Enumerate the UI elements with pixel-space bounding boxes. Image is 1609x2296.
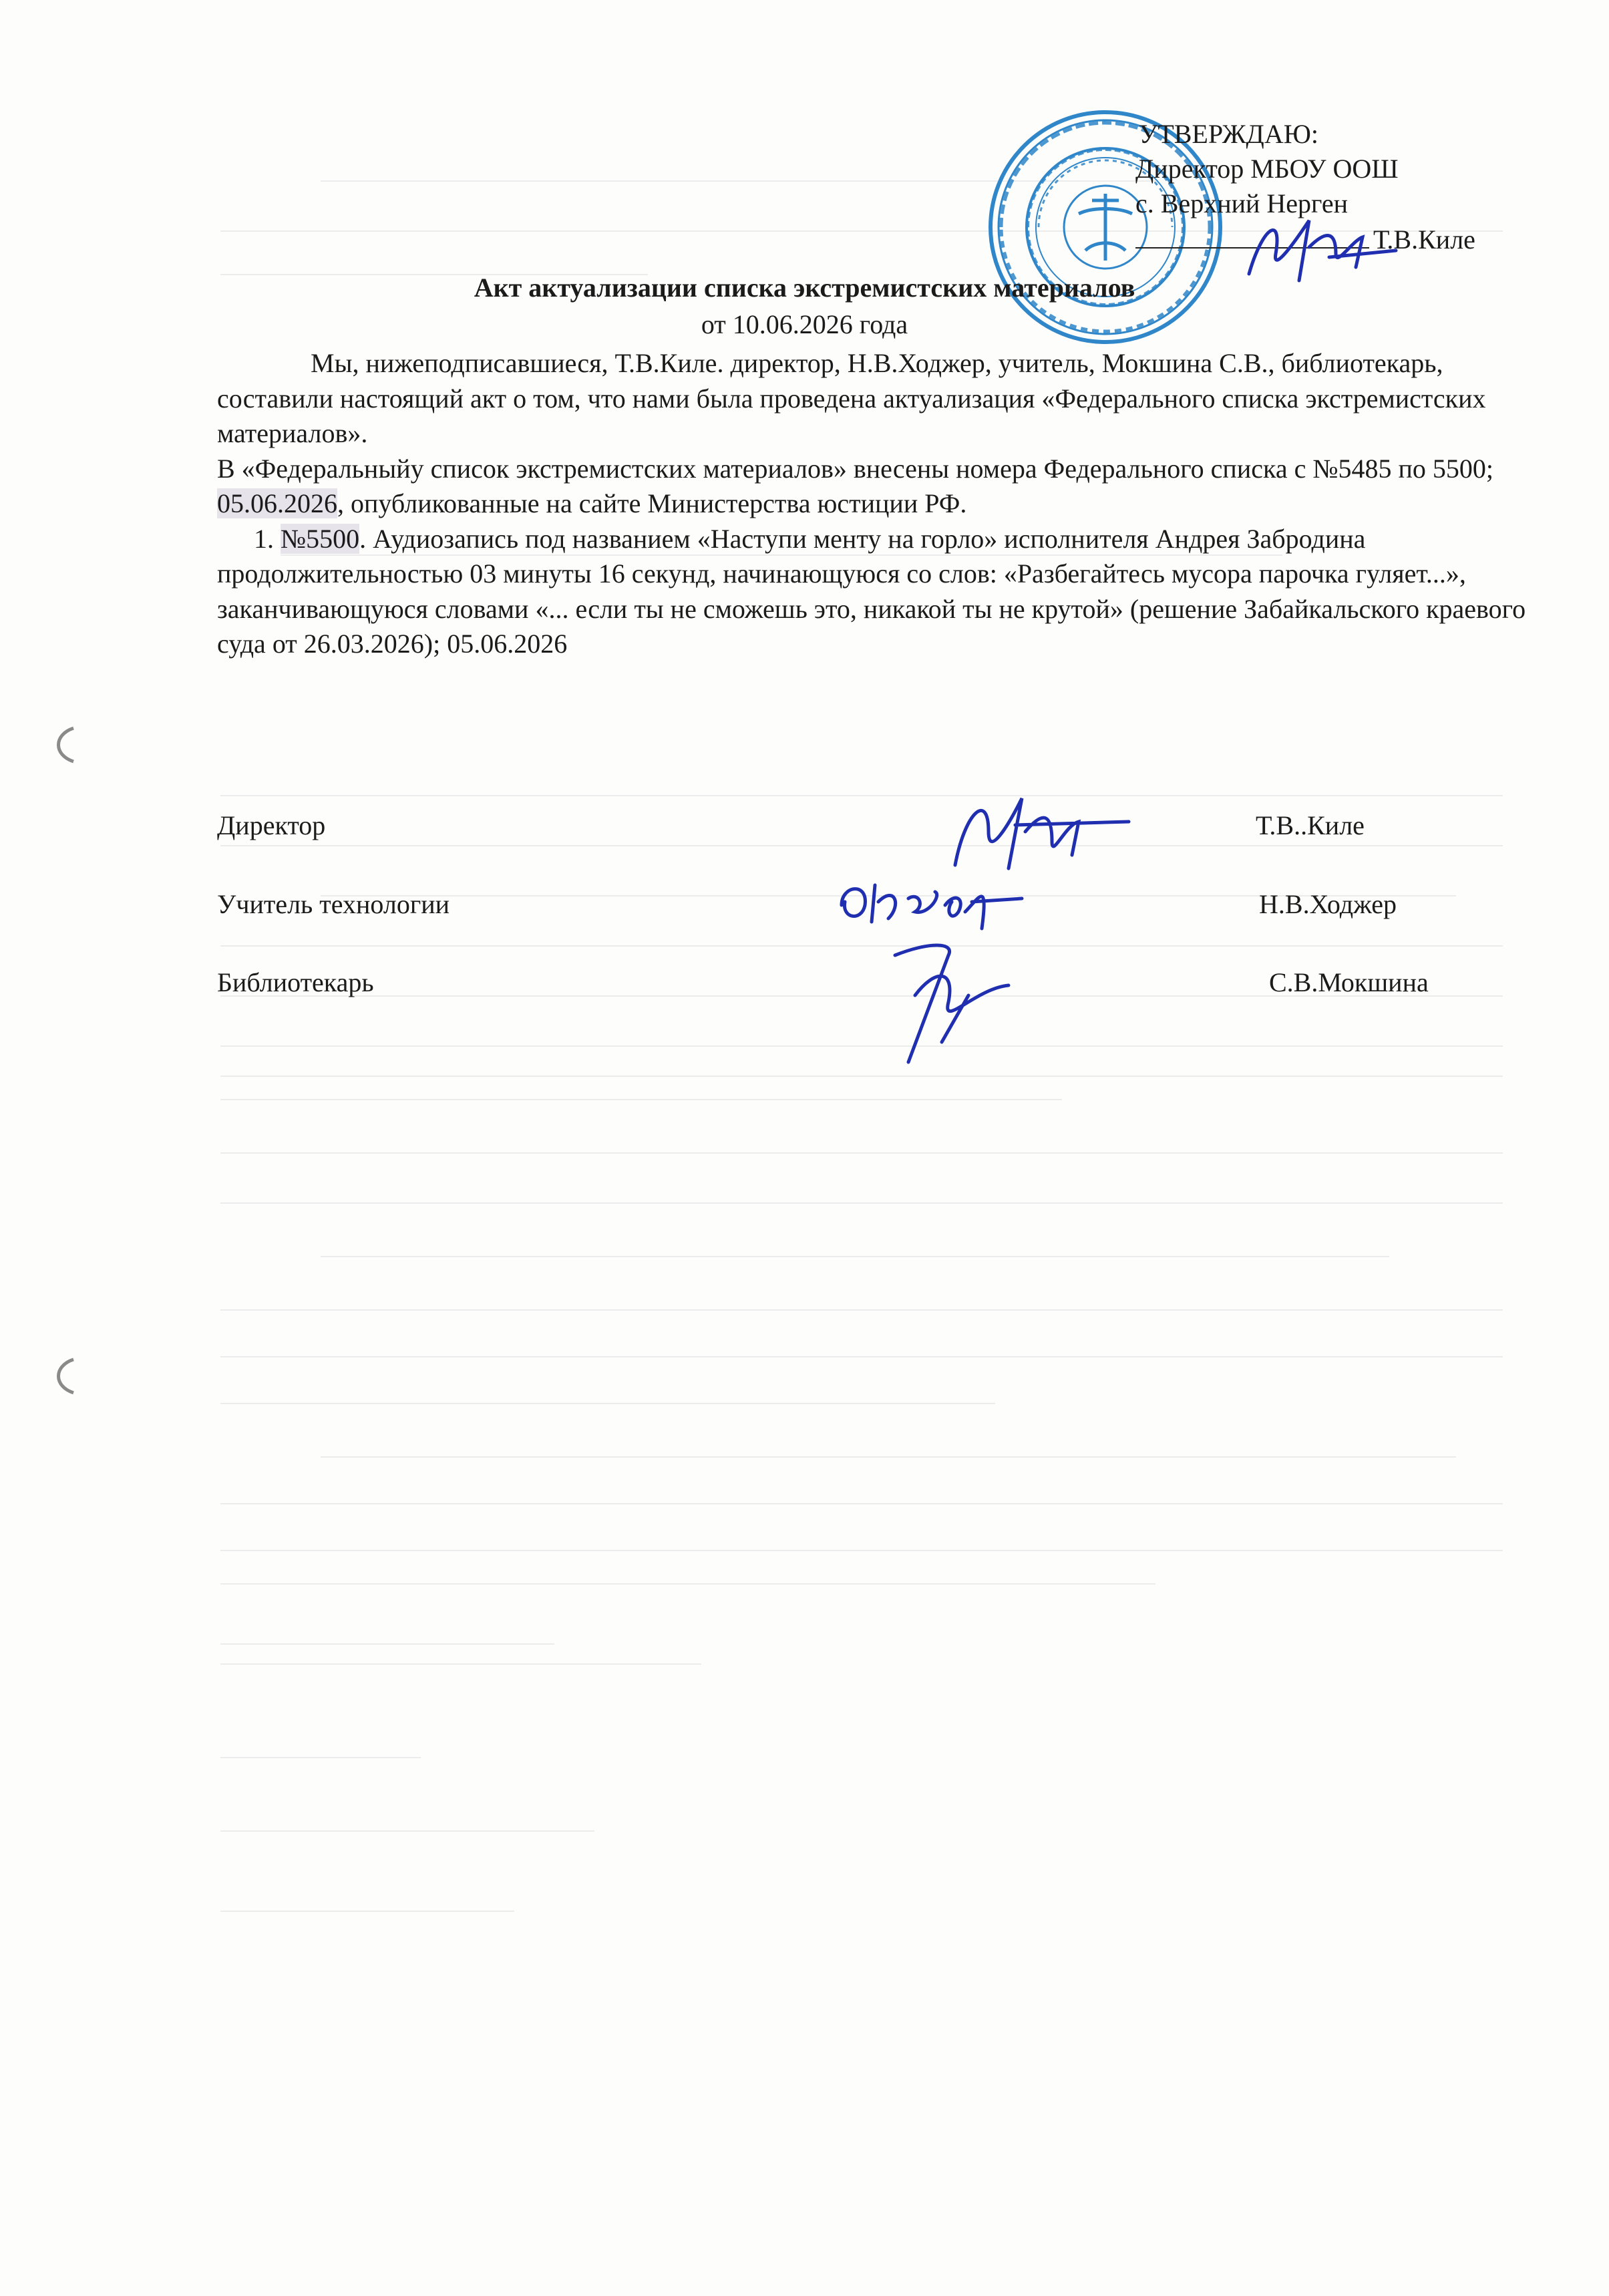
approval-heading: УТВЕРЖДАЮ: xyxy=(1139,119,1318,149)
signature-role: Библиотекарь xyxy=(217,967,374,997)
bleed-line xyxy=(220,1583,1155,1585)
document-title: Акт актуализации списка экстремистских материалов xyxy=(474,273,1135,303)
bleed-line xyxy=(220,1403,995,1404)
document-date: от 10.06.2026 года xyxy=(701,309,908,339)
approval-position: Директор МБОУ ООШ xyxy=(1135,154,1399,184)
signature-name: С.В.Мокшина xyxy=(1269,967,1429,997)
bleed-line xyxy=(220,945,1503,947)
bleed-line xyxy=(321,1456,1456,1458)
bleed-line xyxy=(220,1076,1503,1077)
bleed-line xyxy=(220,1045,1503,1047)
bleed-line xyxy=(220,845,1503,846)
librarian-signature xyxy=(868,929,1042,1069)
publication-date: 05.06.2026 xyxy=(217,488,337,518)
bleed-line xyxy=(220,795,1503,796)
approval-signer: Т.В.Киле xyxy=(1373,224,1475,255)
approval-location: с. Верхний Нерген xyxy=(1135,188,1349,218)
scan-edge-mark xyxy=(47,1356,80,1396)
bleed-line xyxy=(220,1356,1503,1357)
bleed-line xyxy=(220,1643,554,1645)
paragraph-list-update-start: В «Федеральныйу список экстремистских материалов» внесены номера Федерального списка с №5485 по 5500; xyxy=(217,453,1494,484)
scan-edge-mark xyxy=(47,725,80,765)
bleed-line xyxy=(220,1911,514,1912)
signature-role: Директор xyxy=(217,810,326,840)
bleed-line xyxy=(220,1663,701,1665)
signature-row-director xyxy=(217,808,1486,843)
bleed-line xyxy=(321,1256,1389,1257)
bleed-line xyxy=(220,1202,1503,1204)
bleed-line xyxy=(220,1099,1062,1100)
signature-name: Н.В.Ходжер xyxy=(1259,889,1397,919)
paragraph-participants: Мы, нижеподписавшиеся, Т.В.Киле. директор, Н.В.Ходжер, учитель, Мокшина С.В., библиотекарь, составили настоящий акт о том, что нами была проведена актуализация «Федерального списка экстремистских материалов». xyxy=(217,348,1486,448)
teacher-signature xyxy=(828,865,1029,939)
director-signature xyxy=(935,785,1135,878)
list-item-prefix: 1. xyxy=(254,523,281,554)
bleed-line xyxy=(220,1309,1503,1311)
signature-name: Т.В..Киле xyxy=(1256,810,1365,840)
bleed-line xyxy=(220,1503,1503,1504)
list-item-text: . Аудиозапись под названием «Наступи менту на горло» исполнителя Андрея Забродина продолжительностью 03 минуты 16 секунд, начинающуюся со слов: «Разбегайтесь мусора парочка гуляет...», заканчивающуюся словами «... если ты не сможешь это, никакой ты не крутой» (решение Забайкальского краевого суда от 26.03.2026); 05.06.2026 xyxy=(217,523,1526,659)
bleed-line xyxy=(220,1757,421,1758)
bleed-line xyxy=(220,1152,1503,1154)
paragraph-list-update xyxy=(217,452,1540,522)
list-item-number: №5500 xyxy=(281,523,360,554)
signature-role: Учитель технологии xyxy=(217,889,450,919)
list-item xyxy=(217,522,1540,662)
document-body xyxy=(217,346,1540,662)
bleed-line xyxy=(220,1830,594,1832)
signature-row-librarian xyxy=(217,965,1486,1000)
paragraph-list-update-end: , опубликованные на сайте Министерства юстиции РФ. xyxy=(337,488,967,518)
bleed-line xyxy=(220,1550,1503,1551)
